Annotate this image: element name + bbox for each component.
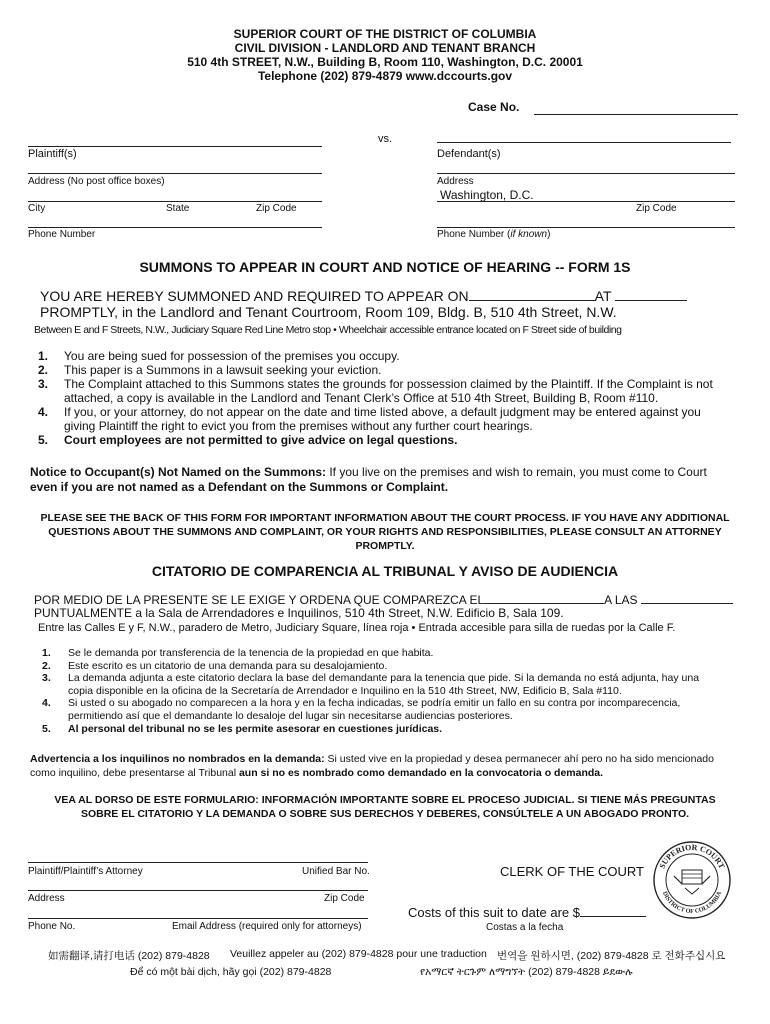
case-no-label: Case No. <box>468 100 520 114</box>
defendant-phone-label: Phone Number (if known) <box>437 229 551 240</box>
vs-label: vs. <box>378 133 393 145</box>
attorney-email-label: Email Address (required only for attorneys) <box>172 921 362 932</box>
costas-label: Costas a la fecha <box>486 922 564 933</box>
case-no-field[interactable] <box>534 114 738 115</box>
spanish-title: CITATORIO DE COMPARENCIA AL TRIBUNAL Y AVISO DE AUDIENCIA <box>151 563 619 579</box>
spanish-back-notice: VEA AL DORSO DE ESTE FORMULARIO: INFORMACIÓN IMPORTANTE SOBRE EL PROCESO JUDICIAL. SI TIENE MÁS PREGUNTAS SOBRE EL CITATORIO Y LA DEMANDA O SOBRE SUS DERECHOS Y DEBERES, CONSÚLTELE A UN ABOGADO PRONTO. <box>54 794 716 820</box>
list-item: 3. The Complaint attached to this Summons states the grounds for possession claimed by the Plaintiff. If the Complaint is not attached, a copy is available in the Landlord and Tenant Clerk’s Office at 510 4th Street, Building B, Room #110. <box>38 377 713 405</box>
appearance-date-field[interactable] <box>469 288 595 301</box>
spanish-items <box>42 647 722 735</box>
cita-line: POR MEDIO DE LA PRESENTE SE LE EXIGE Y ORDENA QUE COMPAREZCA EL A LAS <box>34 592 733 607</box>
advertencia: Advertencia a los inquilinos no nombrados en la demanda: Si usted vive en la propiedad y desea permanecer ahí pero no ha sido mencionado como inquilino, debe presentarse al Tribunal aun si no es nombrado como demandado en la convocatoria o demanda. <box>30 753 714 779</box>
list-item: 1. Se le demanda por transferencia de la tenencia de la propiedad en que habita. <box>42 647 434 659</box>
defendant-field[interactable] <box>437 142 731 143</box>
plaintiff-phone-label: Phone Number <box>28 229 96 240</box>
appearance-time-field[interactable] <box>615 288 687 301</box>
translation-korean: 번역을 원하시면, (202) 879-4828 로 전화주십시요 <box>497 950 726 962</box>
court-seal-icon <box>652 840 732 920</box>
plaintiff-address-field[interactable] <box>28 173 322 174</box>
list-item: 5. Al personal del tribunal no se les permite asesorar en cuestiones jurídicas. <box>42 722 443 735</box>
courtroom-location: Between E and F Streets, N.W., Judiciary Square Red Line Metro stop • Wheelchair accessible entrance located on F Street side of building <box>34 324 622 336</box>
english-items <box>38 349 728 447</box>
plaintiff-label: Plaintiff(s) <box>28 148 77 160</box>
sala-location: Entre las Calles E y F, N.W., paradero de Metro, Judiciary Square, línea roja • Entrada accesible para silla de ruedas por la Calle F. <box>38 622 676 634</box>
defendant-label: Defendant(s) <box>437 148 501 160</box>
attorney-phone-label: Phone No. <box>28 921 76 932</box>
seal-bottom-text: DISTRICT OF COLUMBIA <box>660 890 724 916</box>
attorney-address-label: Address <box>28 893 65 904</box>
list-item: 2. This paper is a Summons in a lawsuit seeking your eviction. <box>38 363 382 377</box>
cita-date-field[interactable] <box>484 592 604 604</box>
attorney-field[interactable] <box>28 862 368 863</box>
court-telephone: Telephone (202) 879-4879 www.dccourts.gov <box>257 69 513 83</box>
plaintiff-phone-field[interactable] <box>28 227 322 228</box>
costs-line: Costs of this suit to date are $ <box>408 905 646 920</box>
list-item: 1. You are being sued for possession of the premises you occupy. <box>38 349 400 363</box>
defendant-address-field[interactable] <box>437 173 735 174</box>
plaintiff-state-label: State <box>166 203 190 214</box>
list-item: 3. La demanda adjunta a este citatorio declara la base del demandante para la tenencia que pide. Si la demanda no está adjunta, hay una copia disponible en la oficina de la Secretaría de Arrendador e Inquilino en la 510 4th Street, NW, Edificio B, Sala #110. <box>42 672 700 697</box>
court-name: SUPERIOR COURT OF THE DISTRICT OF COLUMBIA <box>233 27 537 41</box>
clerk-of-court: CLERK OF THE COURT <box>500 864 644 879</box>
division-name: CIVIL DIVISION - LANDLORD AND TENANT BRANCH <box>234 41 536 55</box>
english-back-notice: PLEASE SEE THE BACK OF THIS FORM FOR IMPORTANT INFORMATION ABOUT THE COURT PROCESS. IF YOU HAVE ANY ADDITIONAL QUESTIONS ABOUT THE SUMMONS AND COMPLAINT, OR YOUR RIGHTS AND RESPONSIBILITIES, PLEASE CONSULT AN ATTORNEY PROMPTLY. <box>40 512 730 552</box>
attorney-label: Plaintiff/Plaintiff’s Attorney <box>28 866 143 877</box>
plaintiff-city-field[interactable] <box>28 201 322 202</box>
defendant-zip-label: Zip Code <box>636 203 677 214</box>
translation-amharic: የአማርኛ ትርጉም ለማግኘት (202) 879-4828 ይደውሉ <box>420 966 633 978</box>
defendant-address-label: Address <box>437 176 474 187</box>
notice-to-occupants: Notice to Occupant(s) Not Named on the Summons: If you live on the premises and wish to remain, you must come to Court even if you are not named as a Defendant on the Summons or Complaint. <box>30 465 707 494</box>
list-item: 2. Este escrito es un citatorio de una demanda para su desalojamiento. <box>42 659 388 672</box>
court-address: 510 4th STREET, N.W., Building B, Room 110, Washington, D.C. 20001 <box>187 55 583 69</box>
costs-field[interactable] <box>580 905 646 917</box>
plaintiff-city-label: City <box>28 203 46 214</box>
plaintiff-address-label: Address (No post office boxes) <box>28 176 165 187</box>
list-item: 5. Court employees are not permitted to give advice on legal questions. <box>38 433 458 447</box>
bar-no-label: Unified Bar No. <box>302 866 370 877</box>
defendant-city-value: Washington, D.C. <box>440 188 534 202</box>
list-item: 4. If you, or your attorney, do not appear on the date and time listed above, a default judgment may be entered against you giving Plaintiff the right to evict you from the premises without any further court hearings. <box>38 405 701 433</box>
defendant-phone-field[interactable] <box>437 227 735 228</box>
translation-chinese: 如需翻译,请打电话 (202) 879-4828 <box>48 950 210 962</box>
seal-top-text: SUPERIOR COURT <box>657 842 727 871</box>
attorney-zip-label: Zip Code <box>324 893 365 904</box>
cita-time-field[interactable] <box>641 592 733 604</box>
summoned-line: YOU ARE HEREBY SUMMONED AND REQUIRED TO APPEAR ON AT <box>40 288 740 304</box>
plaintiff-zip-label: Zip Code <box>256 203 297 214</box>
defendant-city-field[interactable] <box>437 201 735 202</box>
summoned-promptly: PROMPTLY, in the Landlord and Tenant Courtroom, Room 109, Bldg. B, 510 4th Street, N.W. <box>40 304 617 320</box>
translation-vietnamese: Để có một bài dịch, hãy gọi (202) 879-4828 <box>130 966 332 978</box>
attorney-address-field[interactable] <box>28 890 368 891</box>
plaintiff-field[interactable] <box>28 146 322 147</box>
list-item: 4. Si usted o su abogado no comparecen a la hora y en la fecha indicadas, se podría emitir un fallo en su contra por incomparecencia, permitiendo así que el demandante lo desaloje del lugar sin necesitarse audiencias posteriores. <box>42 697 681 722</box>
english-title: SUMMONS TO APPEAR IN COURT AND NOTICE OF HEARING -- FORM 1S <box>139 259 631 275</box>
attorney-phone-field[interactable] <box>28 918 368 919</box>
translation-french: Veuillez appeler au (202) 879-4828 pour une traduction <box>230 948 487 960</box>
cita-puntualmente: PUNTUALMENTE a la Sala de Arrendadores e Inquilinos, 510 4th Street, N.W. Edificio B, Sala 109. <box>34 606 564 620</box>
